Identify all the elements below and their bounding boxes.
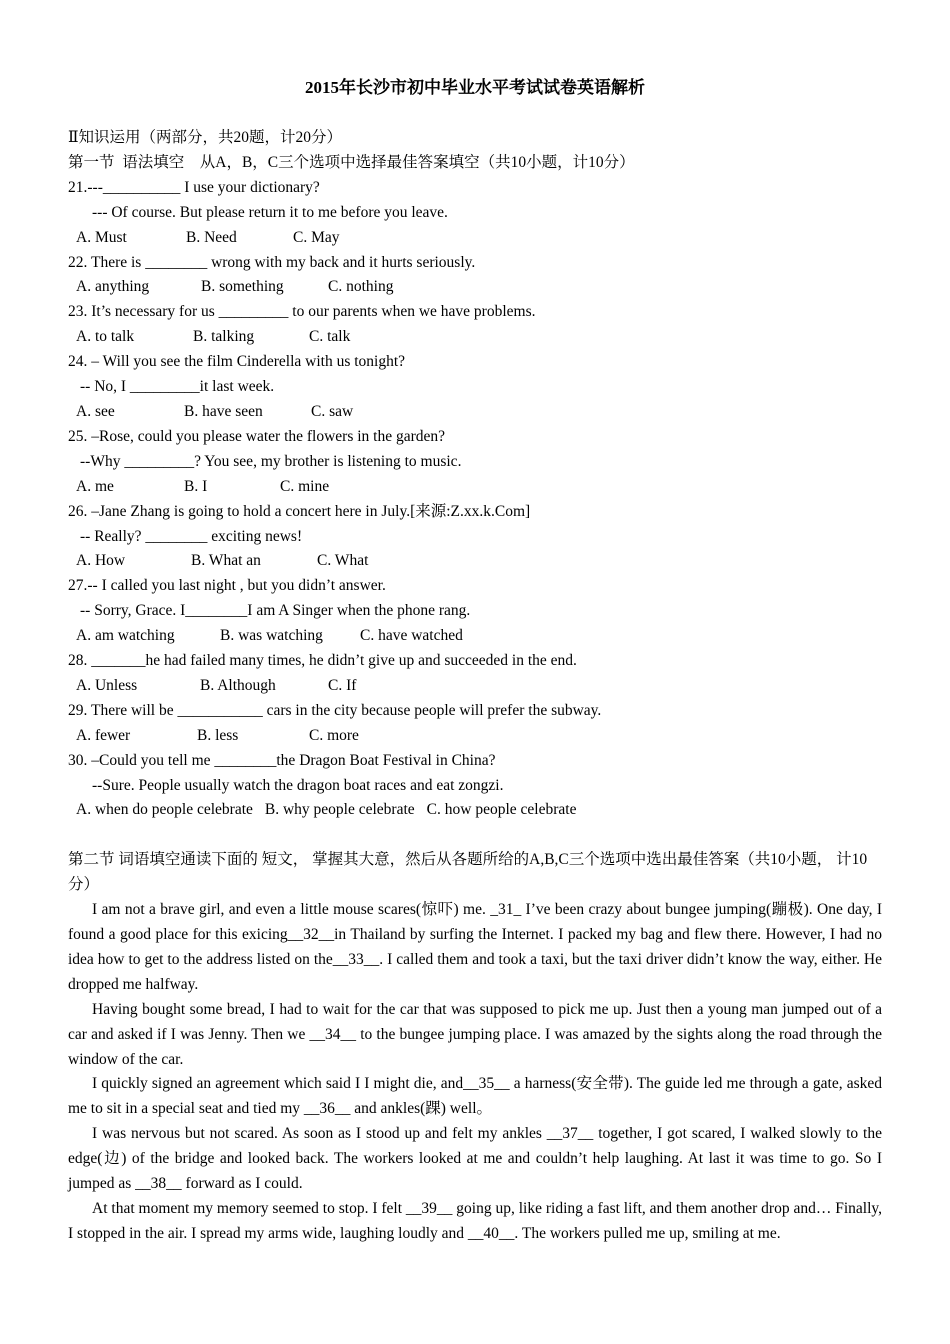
spacer bbox=[68, 823, 882, 848]
passage-paragraph: I quickly signed an agreement which said I I might die, and__35__ a harness(安全带). The guide led me through a gate, asked me to sit in a special seat and tied my __36__ and ankles(踝) well。 bbox=[68, 1075, 882, 1118]
question-reply: -- No, I _________it last week. bbox=[80, 378, 275, 396]
question-stem: 27.-- I called you last night , but you didn’t answer. bbox=[68, 577, 386, 595]
answer-options bbox=[68, 325, 882, 350]
section2-heading: 第二节 词语填空通读下面的 短文， 掌握其大意，然后从各题所给的A,B,C三个选项中选出最佳答案（共10小题， 计10分） bbox=[68, 851, 868, 894]
option-a[interactable]: A. see bbox=[76, 402, 115, 420]
option-a[interactable]: A. to talk bbox=[76, 328, 135, 346]
option-c[interactable]: C. saw bbox=[311, 402, 354, 420]
option-b[interactable]: B. why people celebrate bbox=[264, 801, 415, 819]
answer-options bbox=[68, 724, 882, 749]
option-a[interactable]: A. me bbox=[76, 477, 114, 495]
answer-options bbox=[68, 674, 882, 699]
option-b[interactable]: B. Although bbox=[200, 676, 276, 694]
option-a[interactable]: A. Unless bbox=[76, 676, 138, 694]
option-a[interactable]: A. Must bbox=[76, 228, 127, 246]
question-reply: -- Sorry, Grace. I________I am A Singer when the phone rang. bbox=[80, 602, 471, 620]
option-c[interactable]: C. talk bbox=[309, 328, 351, 346]
question-29 bbox=[68, 699, 882, 749]
question-stem: 29. There will be ___________ cars in the city because people will prefer the subway. bbox=[68, 701, 602, 719]
option-b[interactable]: B. have seen bbox=[184, 402, 263, 420]
option-a[interactable]: A. How bbox=[76, 552, 126, 570]
reading-passage bbox=[68, 898, 882, 1247]
page-title: 2015年长沙市初中毕业水平考试试卷英语解析 bbox=[305, 78, 645, 97]
question-stem: 26. –Jane Zhang is going to hold a concert here in July.[来源:Z.xx.k.Com] bbox=[68, 502, 531, 520]
option-c[interactable]: C. If bbox=[328, 676, 357, 694]
option-c[interactable]: C. mine bbox=[280, 477, 330, 495]
option-c[interactable]: C. May bbox=[293, 228, 340, 246]
question-stem: 23. It’s necessary for us _________ to our parents when we have problems. bbox=[68, 303, 536, 321]
question-stem: 24. – Will you see the film Cinderella with us tonight? bbox=[68, 353, 406, 371]
passage-paragraph: At that moment my memory seemed to stop. I felt __39__ going up, like riding a fast lift, and them another drop and… Finally, I stopped in the air. I spread my arms wide, laughing loudly and __40__. The workers pulled me up, smiling at me. bbox=[68, 1199, 882, 1242]
option-c[interactable]: C. more bbox=[309, 726, 359, 744]
option-c[interactable]: C. What bbox=[317, 552, 369, 570]
option-b[interactable]: B. talking bbox=[193, 328, 255, 346]
answer-options bbox=[68, 400, 882, 425]
question-21 bbox=[68, 176, 882, 251]
option-b[interactable]: B. was watching bbox=[220, 627, 323, 645]
question-reply: --Why _________? You see, my brother is listening to music. bbox=[80, 452, 462, 470]
answer-options bbox=[68, 549, 882, 574]
option-c[interactable]: C. how people celebrate bbox=[426, 801, 577, 819]
option-b[interactable]: B. Need bbox=[186, 228, 237, 246]
passage-paragraph: I am not a brave girl, and even a little mouse scares(惊吓) me. _31_ I’ve been crazy about bungee jumping(蹦极). One day, I found a good place for this exicing__32__in Thailand by surfing the Internet. I packed my bag and flew there. However, I had no idea how to get to the address listed on the__33__. I called them and took a taxi, but the taxi driver didn’t know the way, either. He dropped me halfway. bbox=[68, 901, 882, 993]
option-c[interactable]: C. nothing bbox=[328, 278, 394, 296]
option-c[interactable]: C. have watched bbox=[360, 627, 463, 645]
question-stem: 28. _______he had failed many times, he didn’t give up and succeeded in the end. bbox=[68, 652, 577, 670]
question-reply: -- Really? ________ exciting news! bbox=[80, 527, 303, 545]
question-28 bbox=[68, 649, 882, 699]
section1-heading: 第一节 语法填空 从A，B，C三个选项中选择最佳答案填空（共10小题，计10分） bbox=[68, 153, 635, 171]
exam-page bbox=[68, 76, 882, 1247]
question-27 bbox=[68, 574, 882, 649]
question-stem: 21.---__________ I use your dictionary? bbox=[68, 178, 320, 196]
question-list bbox=[68, 176, 882, 824]
option-b[interactable]: B. I bbox=[184, 477, 208, 495]
option-a[interactable]: A. fewer bbox=[76, 726, 131, 744]
option-b[interactable]: B. What an bbox=[191, 552, 261, 570]
answer-options bbox=[68, 624, 882, 649]
question-stem: 22. There is ________ wrong with my back and it hurts seriously. bbox=[68, 253, 476, 271]
question-25 bbox=[68, 425, 882, 500]
passage-paragraph: I was nervous but not scared. As soon as I stood up and felt my ankles __37__ together, I got scared, I walked slowly to the edge(边) of the bridge and looked back. The workers looked at me and couldn’t help laughing. At last it was time to go. So I jumped as __38__ forward as I could. bbox=[68, 1125, 882, 1193]
answer-options bbox=[68, 226, 882, 251]
option-b[interactable]: B. something bbox=[201, 278, 284, 296]
option-b[interactable]: B. less bbox=[197, 726, 239, 744]
question-stem: 30. –Could you tell me ________the Dragon Boat Festival in China? bbox=[68, 751, 496, 769]
option-a[interactable]: A. am watching bbox=[76, 627, 175, 645]
answer-options bbox=[68, 475, 882, 500]
part-heading: Ⅱ知识运用（两部分，共20题，计20分） bbox=[68, 129, 343, 146]
answer-options bbox=[68, 798, 882, 823]
option-a[interactable]: A. anything bbox=[76, 278, 150, 296]
option-a[interactable]: A. when do people celebrate bbox=[76, 801, 253, 819]
question-22 bbox=[68, 251, 882, 301]
question-26 bbox=[68, 500, 882, 575]
question-reply: --- Of course. But please return it to me before you leave. bbox=[92, 203, 448, 221]
answer-options bbox=[68, 275, 882, 300]
passage-paragraph: Having bought some bread, I had to wait for the car that was supposed to pick me up. Just then a young man jumped out of a car and asked if I was Jenny. Then we __34__ to the bungee jumping place. I was amazed by the sights along the road through the window of the car. bbox=[68, 1000, 882, 1068]
question-23 bbox=[68, 300, 882, 350]
question-24 bbox=[68, 350, 882, 425]
question-30 bbox=[68, 749, 882, 824]
question-stem: 25. –Rose, could you please water the flowers in the garden? bbox=[68, 427, 446, 445]
question-reply: --Sure. People usually watch the dragon boat races and eat zongzi. bbox=[92, 776, 504, 794]
